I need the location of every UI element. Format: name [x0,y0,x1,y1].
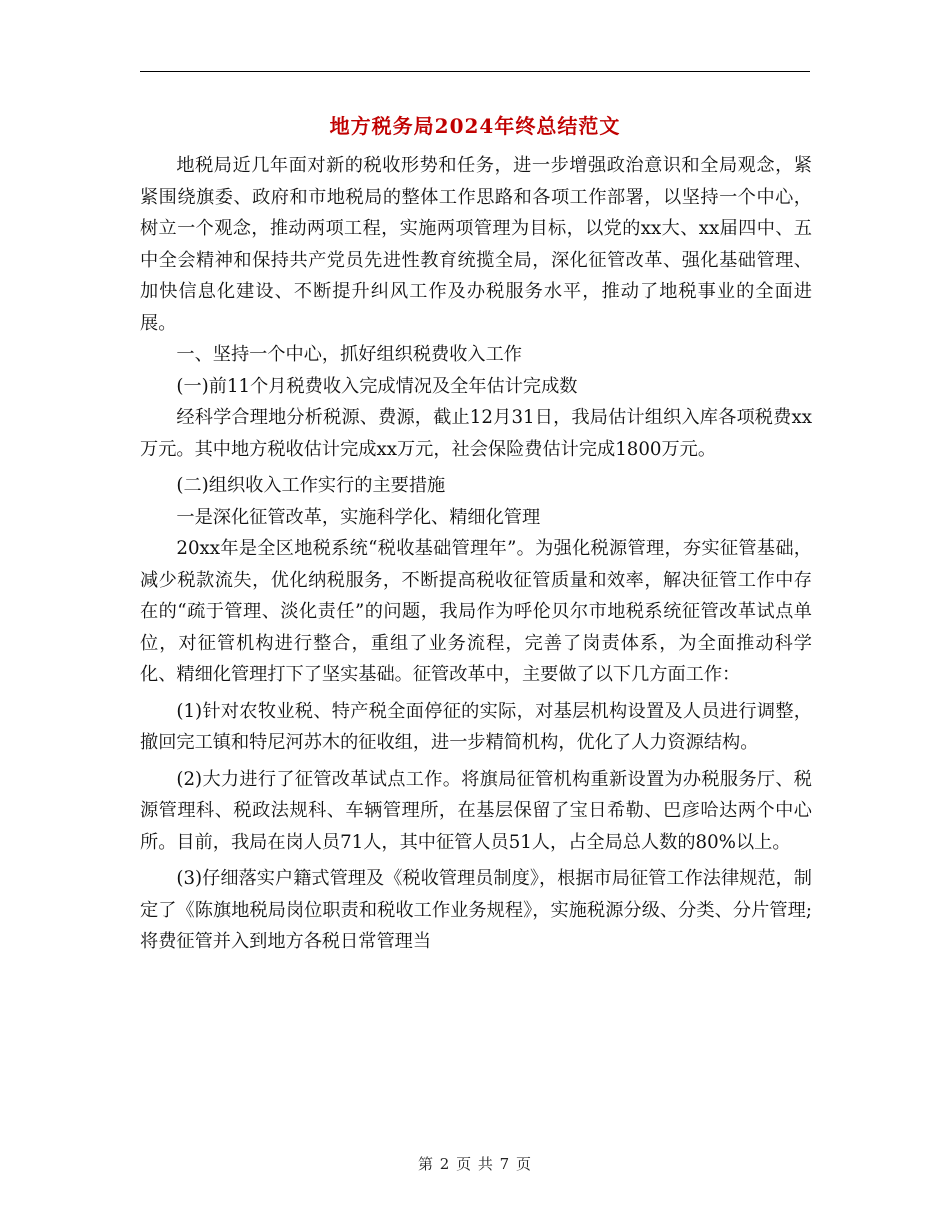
document-title: 地方税务局2024年终总结范文 [329,114,621,138]
paragraph-measure-1: 一是深化征管改革，实施科学化、精细化管理 [176,506,541,528]
paragraph-item-1: (1)针对农牧业税、特产税全面停征的实际，对基层机构设置及人员进行调整，撤回完工镇和特尼河苏木的征收组，进一步精简机构，优化了人力资源结构。 [140,700,812,753]
header-rule [140,71,810,72]
paragraph-item-2: (2)大力进行了征管改革试点工作。将旗局征管机构重新设置为办税服务厅、税源管理科、税政法规科、车辆管理所，在基层保留了宝日希勒、巴彦哈达两个中心所。目前，我局在岗人员71人，其中征管人员51人，占全局总人数的80%以上。 [140,768,812,853]
paragraph-subheading-2: (二)组织收入工作实行的主要措施 [176,475,446,496]
document-body [140,150,812,958]
paragraph-item-3: (3)仔细落实户籍式管理及《税收管理员制度》，根据市局征管工作法律规范，制定了《陈旗地税局岗位职责和税收工作业务规程》，实施税源分级、分类、分片管理;将费征管并入到地方各税日常管理当 [140,868,812,952]
page-indicator: 第 2 页 共 7 页 [418,1155,532,1173]
paragraph-heading-1: 一、坚持一个中心，抓好组织税费收入工作 [176,344,522,365]
paragraph-revenue: 经科学合理地分析税源、费源，截止12月31日，我局估计组织入库各项税费xx万元。其中地方税收估计完成xx万元，社会保险费估计完成1800万元。 [140,407,812,460]
paragraph-intro: 地税局近几年面对新的税收形势和任务，进一步增强政治意识和全局观念，紧紧围绕旗委、政府和市地税局的整体工作思路和各项工作部署，以坚持一个中心，树立一个观念，推动两项工程，实施两项管理为目标，以党的xx大、xx届四中、五中全会精神和保持共产党员先进性教育统揽全局，深化征管改革、强化基础管理、加快信息化建设、不断提升纠风工作及办税服务水平，推动了地税事业的全面进展。 [140,155,812,334]
paragraph-reform: 20xx年是全区地税系统“税收基础管理年”。为强化税源管理，夯实征管基础，减少税款流失，优化纳税服务，不断提高税收征管质量和效率，解决征管工作中存在的“疏于管理、淡化责任”的问题，我局作为呼伦贝尔市地税系统征管改革试点单位，对征管机构进行整合，重组了业务流程，完善了岗责体系，为全面推动科学化、精细化管理打下了坚实基础。征管改革中，主要做了以下几方面工作： [140,538,812,685]
paragraph-subheading-1: (一)前11个月税费收入完成情况及全年估计完成数 [176,375,578,397]
